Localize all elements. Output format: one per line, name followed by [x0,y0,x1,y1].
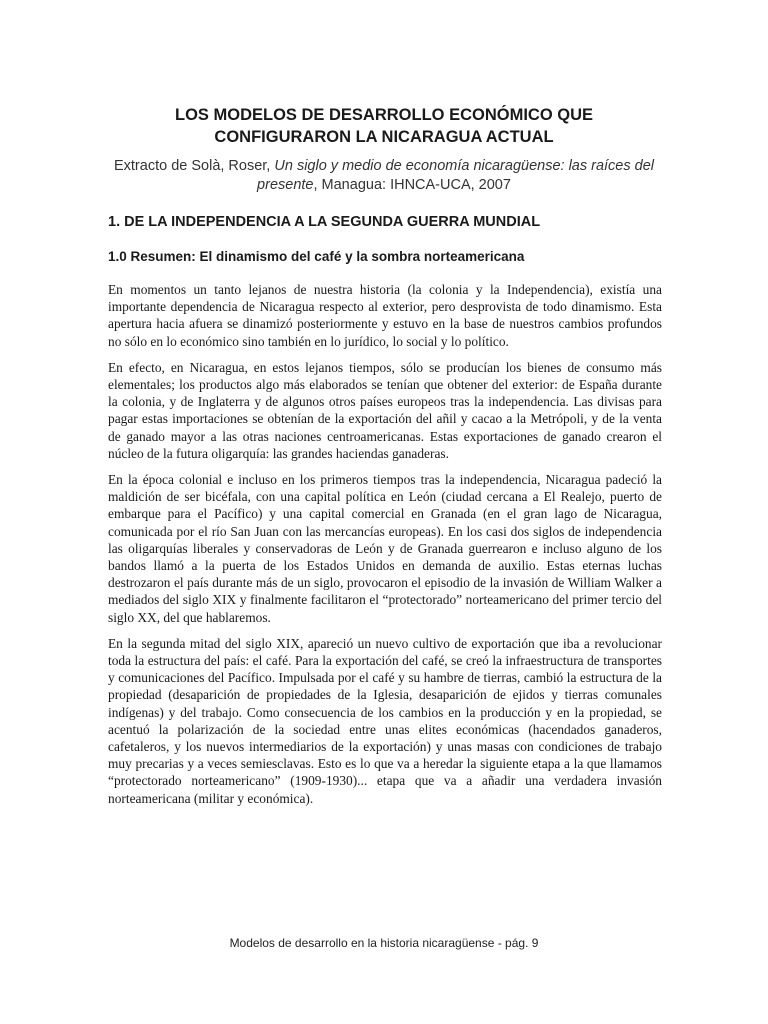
paragraph-3: En la época colonial e incluso en los primeros tiempos tras la independencia, Nicaragua padeció la maldición de ser bicéfala, con una capital política en León (ciudad cercana a El Realejo, puerto de embarque para el Pacífico) y una capital comercial en Granada (en el gran lago de Nicaragua, comunicada por el río San Juan con las mercancías europeas). En los casi dos siglos de independencia las oligarquías liberales y conservadoras de León y de Granada guerrearon e incluso alguno de los bandos llamó a la puerta de los Estados Unidos en demanda de auxilio. Estas eternas luchas destrozaron el país durante más de un siglo, provocaron el episodio de la invasión de William Walker a mediados del siglo XIX y finalmente facilitaron el “protectorado” norteamericano del primer tercio del siglo XX, del que hablaremos. [108,472,662,625]
subsection-heading: 1.0 Resumen: El dinamismo del café y la sombra norteamericana [108,249,525,264]
source-suffix: , Managua: IHNCA-UCA, 2007 [313,177,511,193]
section-heading: 1. DE LA INDEPENDENCIA A LA SEGUNDA GUERRA MUNDIAL [108,214,541,230]
title-line-1: LOS MODELOS DE DESARROLLO ECONÓMICO QUE [174,106,594,124]
paragraph-2: En efecto, en Nicaragua, en estos lejanos tiempos, sólo se producían los bienes de consumo más elementales; los productos algo más elaborados se tenían que obtener del exterior: de España durante la colonia, y de Inglaterra y de algunos otros países europeos tras la independencia. Las divisas para pagar estas importaciones se obtenían de la exportación del añil y cacao a la Metrópoli, y de la venta de ganado mayor a las otras naciones centroamericanas. Estas exportaciones de ganado crearon el núcleo de la futura oligarquía: las grandes haciendas ganaderas. [108,359,662,461]
body-text [108,281,662,816]
source-citation [110,157,658,195]
source-book-title: Un siglo y medio de economía nicaragüense: las raíces del presente [257,158,655,193]
document-title [100,104,668,148]
paragraph-1: En momentos un tanto lejanos de nuestra historia (la colonia y la Independencia), existía una importante dependencia de Nicaragua respecto al exterior, pero desprovista de todo dinamismo. Esta apertura hacia afuera se dinamizó posteriormente y estuvo en la base de nuestros cambios profundos no sólo en lo económico sino también en lo jurídico, lo social y lo político. [108,282,662,349]
paragraph-4: En la segunda mitad del siglo XIX, apareció un nuevo cultivo de exportación que iba a revolucionar toda la estructura del país: el café. Para la exportación del café, se creó la infraestructura de transportes y comunicaciones del Pacífico. Impulsada por el café y su hambre de tierras, cambió la estructura de la propiedad (desaparición de propiedades de la Iglesia, desaparición de ejidos y tierras comunales indígenas) y del trabajo. Como consecuencia de los cambios en la producción y en la propiedad, se acentuó la polarización de la sociedad entre unas elites económicas (hacendados ganaderos, cafetaleros, y los nuevos intermediarios de la exportación) y unas masas con condiciones de trabajo muy precarias y a veces semiesclavas. Esto es lo que va a heredar la siguiente etapa a la que llamamos “protectorado norteamericano” (1909-1930)... etapa que va a añadir una verdadera invasión norteamericana (militar y económica). [108,635,662,806]
title-line-2: CONFIGURARON LA NICARAGUA ACTUAL [214,128,554,146]
page-footer: Modelos de desarrollo en la historia nicaragüense - pág. 9 [229,936,539,950]
source-prefix: Extracto de Solà, Roser, [113,158,275,174]
